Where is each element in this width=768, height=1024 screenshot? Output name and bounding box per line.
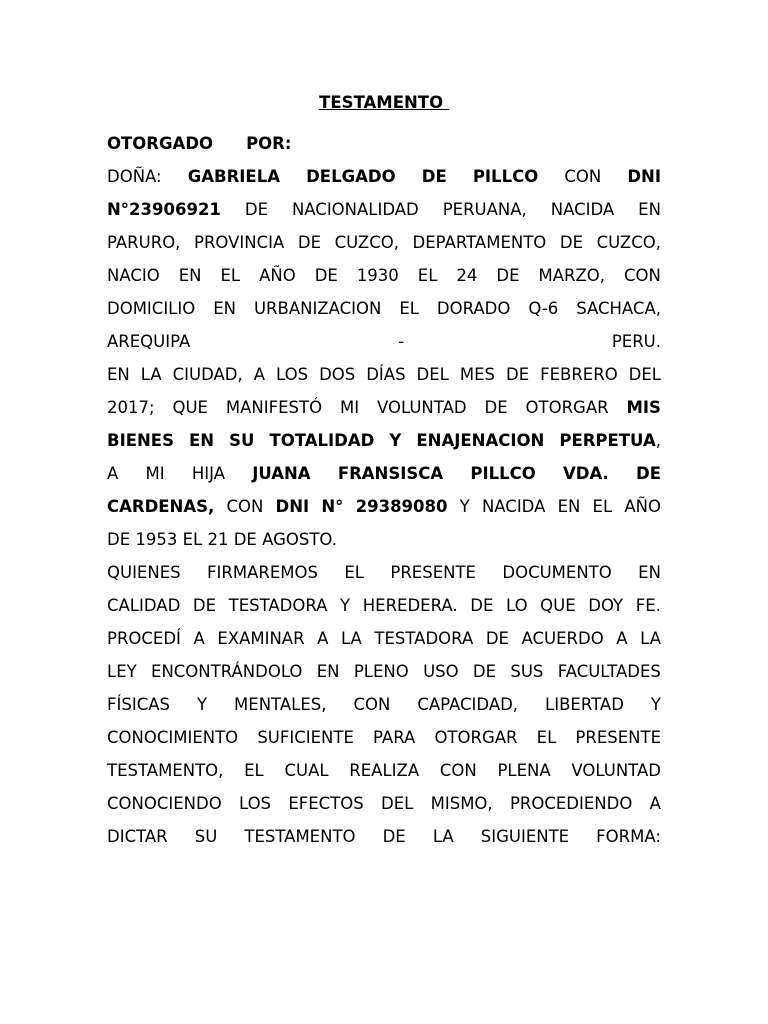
word: CARDENAS, xyxy=(107,497,215,516)
word: DNI xyxy=(627,167,661,186)
word: MANIFESTÓ xyxy=(225,398,323,417)
word: PLENO xyxy=(353,662,409,681)
paragraph3-line xyxy=(107,628,661,650)
word: LOS xyxy=(238,794,272,813)
word: EN xyxy=(557,497,581,516)
word: N°23906921 xyxy=(107,200,221,219)
word: TESTADORA xyxy=(374,629,474,648)
word: CUZCO, xyxy=(596,233,661,252)
word: , xyxy=(655,431,661,450)
word: QUIENES xyxy=(107,563,181,582)
word: ACUERDO xyxy=(521,629,604,648)
word: Y xyxy=(196,695,208,714)
word: TOTALIDAD xyxy=(269,431,375,450)
paragraph1-line xyxy=(107,166,661,188)
word: Y xyxy=(340,596,351,615)
word: MISMO, xyxy=(430,794,493,813)
word: A xyxy=(193,629,205,648)
paragraph2-line xyxy=(107,463,661,485)
word: DNI xyxy=(275,497,310,516)
word: EL xyxy=(592,497,613,516)
word: PLENA xyxy=(497,761,551,780)
word: DE xyxy=(314,266,338,285)
word: EL xyxy=(536,728,557,747)
word: MI xyxy=(145,464,165,483)
word: PERPETUA xyxy=(559,431,656,450)
word: SACHACA, xyxy=(576,299,661,318)
word: TESTADORA xyxy=(228,596,328,615)
word: DE xyxy=(559,233,583,252)
otorgado-heading xyxy=(107,133,661,155)
word: TESTAMENTO xyxy=(244,827,356,846)
word: DE xyxy=(484,398,508,417)
word: LO xyxy=(505,596,528,615)
word: NACIONALIDAD xyxy=(291,200,419,219)
word: DE xyxy=(472,662,497,681)
word: USO xyxy=(423,662,459,681)
word: NACIDA xyxy=(550,200,615,219)
word: Q-6 xyxy=(528,299,559,318)
word: DOÑA: xyxy=(107,167,162,186)
word: DEL xyxy=(416,365,449,384)
word: EL xyxy=(244,761,264,780)
word: TESTAMENTO, xyxy=(107,761,224,780)
word: NACIDA xyxy=(481,497,546,516)
paragraph2-line xyxy=(107,496,661,518)
paragraph3-line xyxy=(107,562,661,584)
word: DE xyxy=(505,365,530,384)
word: VDA. xyxy=(563,464,609,483)
por-word: POR: xyxy=(246,134,292,153)
word: DEPARTAMENTO xyxy=(412,233,547,252)
paragraph1-line xyxy=(107,298,661,320)
word: A xyxy=(253,365,266,384)
word: CONOCIMIENTO xyxy=(107,728,239,747)
word: DOS xyxy=(319,365,356,384)
word: EN xyxy=(213,299,236,318)
word: Y xyxy=(650,695,661,714)
word: PROCEDIENDO xyxy=(509,794,633,813)
word: SUS xyxy=(510,662,544,681)
paragraph1-line xyxy=(107,199,661,221)
word: DOCUMENTO xyxy=(502,563,612,582)
word: OTORGAR xyxy=(525,398,609,417)
word: SUFICIENTE xyxy=(257,728,354,747)
word: PRESENTE xyxy=(390,563,476,582)
paragraph3-line xyxy=(107,694,661,716)
word: DE xyxy=(636,464,661,483)
word: EL xyxy=(220,266,241,285)
word: CAPACIDAD, xyxy=(417,695,519,714)
word: BIENES xyxy=(107,431,174,450)
word: A xyxy=(649,794,661,813)
word: QUE xyxy=(172,398,208,417)
word: CON xyxy=(353,695,391,714)
word: LOS xyxy=(276,365,309,384)
paragraph2-line xyxy=(107,397,661,419)
paragraph2-line xyxy=(107,364,661,386)
word: 2017; xyxy=(107,398,155,417)
word: DOY xyxy=(588,596,624,615)
word: ENCONTRÁNDOLO xyxy=(151,662,303,681)
word: DE 1953 EL 21 DE AGOSTO. xyxy=(107,530,337,549)
word: DELGADO xyxy=(306,167,396,186)
word: EXAMINAR xyxy=(217,629,305,648)
word: FE. xyxy=(635,596,661,615)
word: PERUANA, xyxy=(442,200,527,219)
word: DORADO xyxy=(436,299,511,318)
word: LA xyxy=(140,365,162,384)
word: DEL xyxy=(381,794,414,813)
word: DE xyxy=(496,266,520,285)
word: EL xyxy=(417,266,438,285)
word: OTORGAR xyxy=(434,728,518,747)
word: URBANIZACION xyxy=(253,299,382,318)
paragraph3-line xyxy=(107,793,661,815)
word: DE xyxy=(192,596,217,615)
word: VOLUNTAD xyxy=(571,761,661,780)
paragraph3-line xyxy=(107,595,661,617)
word: SIGUIENTE xyxy=(480,827,570,846)
word: CON xyxy=(439,761,477,780)
document-title: TESTAMENTO xyxy=(319,93,449,112)
word: DEL xyxy=(628,365,661,384)
word: AÑO xyxy=(259,266,296,285)
word: EN xyxy=(178,266,202,285)
paragraph3-line xyxy=(107,826,661,848)
word: CON xyxy=(226,497,264,516)
paragraph1-line xyxy=(107,331,661,353)
word: FÍSICAS xyxy=(107,695,170,714)
word: CIUDAD, xyxy=(172,365,243,384)
word: LEY xyxy=(107,662,137,681)
word: LA xyxy=(640,629,661,648)
word: GABRIELA xyxy=(187,167,280,186)
word: PROVINCIA xyxy=(194,233,285,252)
word: PILLCO xyxy=(472,167,539,186)
word: N° xyxy=(321,497,344,516)
word: MI xyxy=(339,398,360,417)
word: DICTAR xyxy=(107,827,168,846)
word: EN xyxy=(107,365,130,384)
word: PARURO, xyxy=(107,233,181,252)
word: CUAL xyxy=(284,761,329,780)
word: SU xyxy=(194,827,218,846)
word: AREQUIPA xyxy=(107,332,191,351)
word: A xyxy=(616,629,628,648)
word: FEBRERO xyxy=(540,365,618,384)
word: PROCEDÍ xyxy=(107,629,181,648)
word: FACULTADES xyxy=(557,662,661,681)
word: AÑO xyxy=(624,497,661,516)
word: - xyxy=(398,332,405,351)
word: MES xyxy=(459,365,495,384)
word: 29389080 xyxy=(355,497,448,516)
word: PERU. xyxy=(611,332,661,351)
word: A xyxy=(317,629,329,648)
word: SU xyxy=(229,431,255,450)
word: EN xyxy=(638,200,661,219)
paragraph2-line xyxy=(107,430,661,452)
word: FRANSISCA xyxy=(337,464,444,483)
word: LA xyxy=(432,827,454,846)
word: JUANA xyxy=(252,464,311,483)
word: LIBERTAD xyxy=(545,695,624,714)
word: REALIZA xyxy=(349,761,420,780)
paragraph1-line xyxy=(107,232,661,254)
word: CON xyxy=(624,266,661,285)
word: HEREDERA. xyxy=(362,596,458,615)
paragraph1-line xyxy=(107,265,661,287)
word: Y xyxy=(389,431,402,450)
word: CALIDAD xyxy=(107,596,181,615)
word: MENTALES, xyxy=(234,695,327,714)
word: EL xyxy=(399,299,419,318)
word: DÍAS xyxy=(366,365,406,384)
word: EN xyxy=(316,662,340,681)
paragraph3-line xyxy=(107,661,661,683)
word: CONOCIENDO xyxy=(107,794,222,813)
word: VOLUNTAD xyxy=(377,398,467,417)
word: ENAJENACION xyxy=(416,431,545,450)
word: EN xyxy=(189,431,215,450)
word: CUZCO, xyxy=(334,233,399,252)
word: HIJA xyxy=(191,464,225,483)
word: DE xyxy=(297,233,322,252)
word: Y xyxy=(459,497,470,516)
word: EN xyxy=(638,563,661,582)
word: FIRMAREMOS xyxy=(207,563,318,582)
word: DOMICILIO xyxy=(107,299,196,318)
word: EFECTOS xyxy=(288,794,364,813)
word: 1930 xyxy=(356,266,399,285)
word: CON xyxy=(564,167,602,186)
paragraph3-line xyxy=(107,727,661,749)
word-group xyxy=(559,430,661,452)
word: A xyxy=(107,464,119,483)
otorgado-word: OTORGADO xyxy=(107,134,214,153)
word: PRESENTE xyxy=(575,728,661,747)
word: NACIO xyxy=(107,266,160,285)
word: MIS xyxy=(626,398,661,417)
word: PARA xyxy=(373,728,416,747)
word: DE xyxy=(485,629,509,648)
word: QUE xyxy=(540,596,576,615)
word: LA xyxy=(340,629,362,648)
word: EL xyxy=(344,563,364,582)
word: DE xyxy=(244,200,268,219)
word: FORMA: xyxy=(596,827,661,846)
word: PILLCO xyxy=(470,464,536,483)
word: MARZO, xyxy=(538,266,606,285)
word: 24 xyxy=(456,266,478,285)
word: DE xyxy=(382,827,406,846)
word: DE xyxy=(470,596,494,615)
paragraph3-line xyxy=(107,760,661,782)
paragraph2-line xyxy=(107,529,661,551)
word: DE xyxy=(421,167,447,186)
